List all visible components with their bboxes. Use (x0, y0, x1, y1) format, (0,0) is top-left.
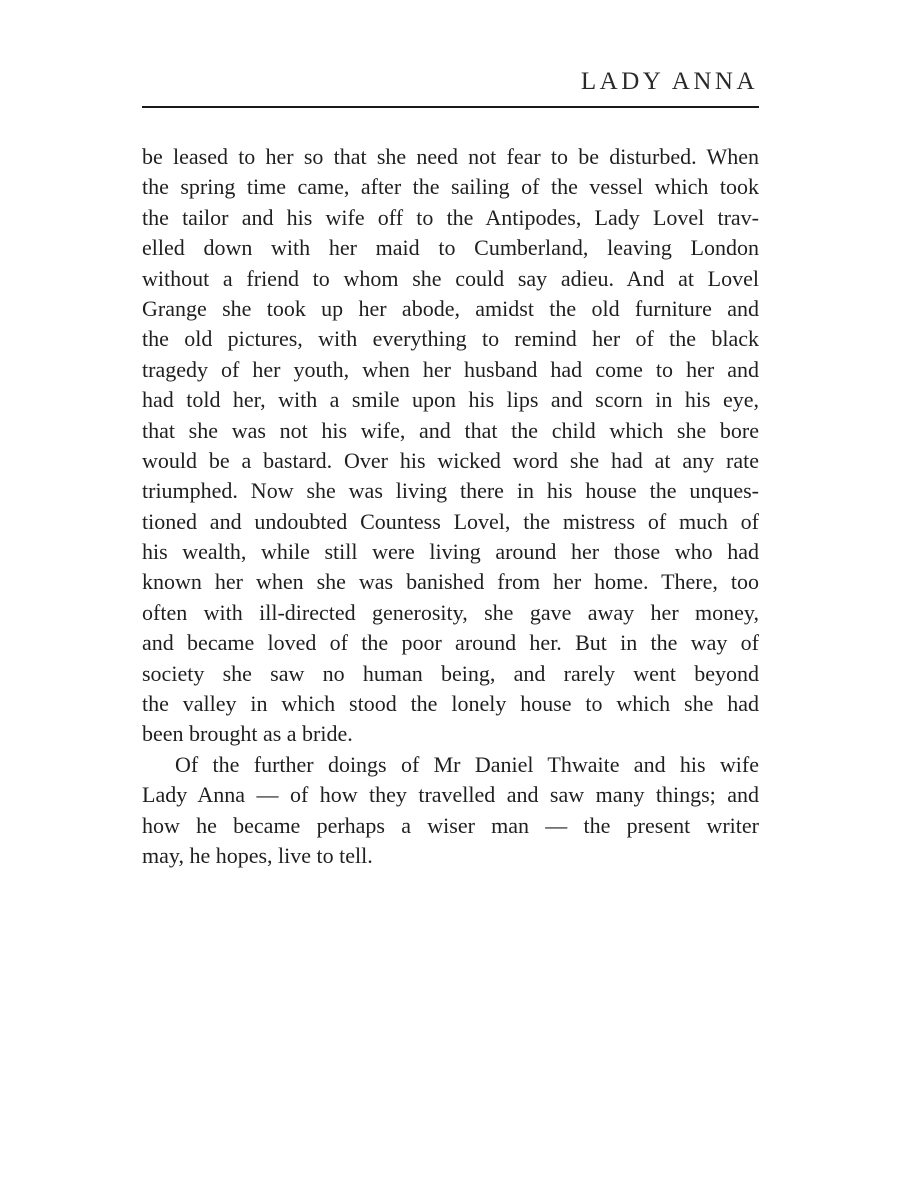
header-rule (142, 106, 759, 108)
text-line: Of the further doings of Mr Daniel Thwaite and his wife (175, 751, 759, 777)
text-line: Lady Anna — of how they travelled and saw many things; and (142, 782, 759, 808)
text-line: the tailor and his wife off to the Antipodes, Lady Lovel trav- (142, 204, 759, 230)
text-line: that she was not his wife, and that the child which she bore (142, 417, 759, 443)
text-line: been brought as a bride. (142, 721, 353, 747)
body-text (142, 142, 759, 871)
text-line: would be a bastard. Over his wicked word she had at any rate (142, 447, 759, 473)
text-line: and became loved of the poor around her. But in the way of (142, 630, 759, 656)
text-line: had told her, with a smile upon his lips and scorn in his eye, (142, 387, 759, 413)
running-head-title: LADY ANNA (580, 68, 758, 95)
text-line: triumphed. Now she was living there in his house the unques- (142, 478, 759, 504)
text-line: tragedy of her youth, when her husband had come to her and (142, 356, 759, 382)
text-line: known her when she was banished from her home. There, too (142, 569, 759, 595)
text-line: elled down with her maid to Cumberland, leaving London (142, 235, 759, 261)
text-line: the old pictures, with everything to remind her of the black (142, 326, 759, 352)
text-line: the spring time came, after the sailing of the vessel which took (142, 174, 759, 200)
paragraph-2 (142, 750, 759, 872)
text-line: his wealth, while still were living around her those who had (142, 539, 759, 565)
text-line: be leased to her so that she need not fear to be disturbed. When (142, 144, 759, 169)
text-line: without a friend to whom she could say adieu. And at Lovel (142, 265, 759, 291)
text-line: often with ill-directed generosity, she gave away her money, (142, 599, 759, 625)
text-line: may, he hopes, live to tell. (142, 842, 373, 868)
text-line: Grange she took up her abode, amidst the old furniture and (142, 295, 759, 321)
text-line: society she saw no human being, and rarely went beyond (142, 660, 759, 686)
text-line: the valley in which stood the lonely house to which she had (142, 691, 759, 717)
paragraph-1 (142, 142, 759, 750)
text-line: how he became perhaps a wiser man — the present writer (142, 812, 759, 838)
text-line: tioned and undoubted Countess Lovel, the mistress of much of (142, 508, 759, 534)
